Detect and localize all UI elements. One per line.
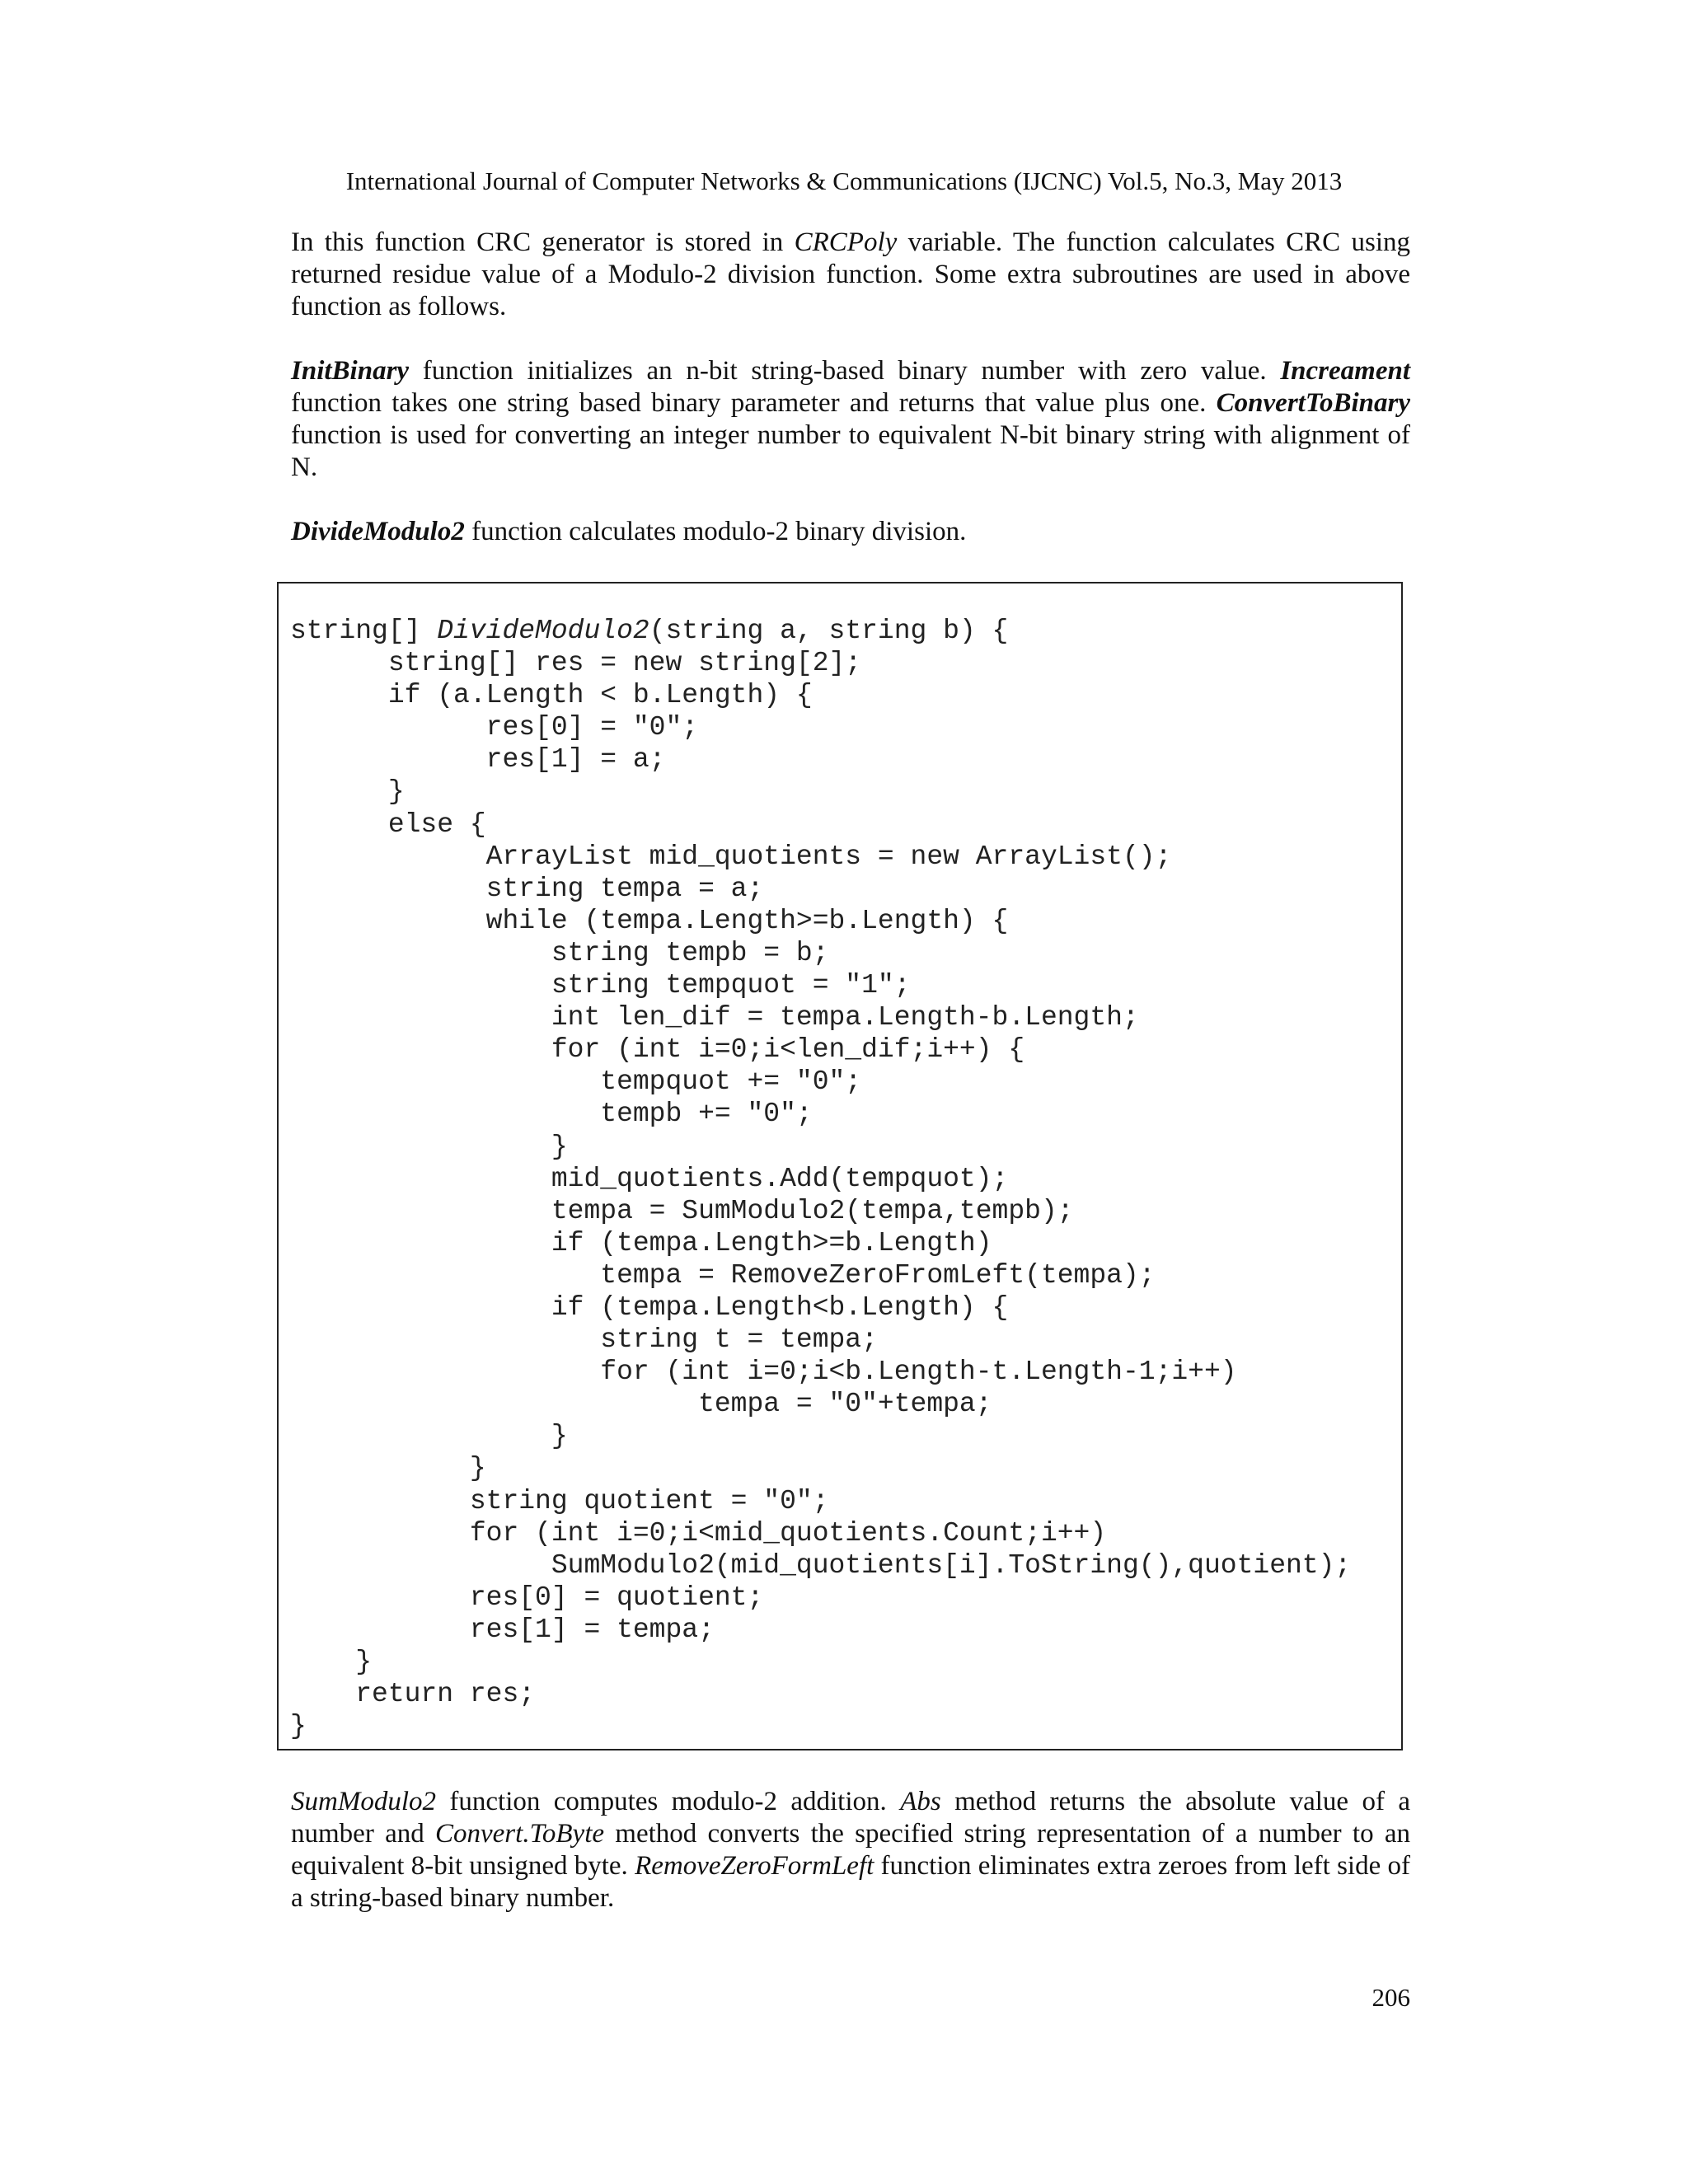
term-crcpoly: CRCPoly: [794, 227, 898, 257]
paragraph-crcpoly: [291, 227, 1410, 323]
text: In this function CRC generator is stored in: [291, 227, 795, 257]
code-sig-params: (string a, string b) {: [649, 616, 1009, 646]
term-summodulo2: SumModulo2: [291, 1787, 436, 1816]
code-sig-prefix: string[]: [290, 616, 438, 646]
text: function is used for converting an integer number to equivalent N-bit binary string with alignment of N.: [291, 420, 1410, 482]
term-dividemodulo2: DivideModulo2: [291, 517, 465, 546]
text: function initializes an n-bit string-based binary number with zero value.: [409, 356, 1281, 386]
code-listing-box: [277, 582, 1403, 1750]
text: function eliminates extra zeroes from left side of a string-based binary number.: [291, 1851, 1410, 1913]
code-body: string[] res = new string[2]; if (a.Length < b.Length) { res[0] = "0"; res[1] = a; } else { ArrayList mid_quotients = new ArrayList(); string tempa = a; while (tempa.Length>=b.Length) { string tempb = b; string tempquot = "1"; int len_dif = tempa.Length-b.Length; for (int i=0;i<len_dif;i++) { tempquot += "0"; tempb += "0"; } mid_quotients.Add(tempquot); tempa = SumModulo2(tempa,tempb); if (tempa.Length>=b.Length) tempa = RemoveZeroFromLeft(tempa); if (tempa.Length<b.Length) { string t = tempa; for (int i=0;i<b.Length-t.Length-1;i++) tempa = "0"+tempa; } } string quotient = "0"; for (int i=0;i<mid_quotients.Count;i++) SumModulo2(mid_quotients[i].ToString(),quotient); res[0] = quotient; res[1] = tempa; } return res; }: [290, 648, 1352, 1742]
term-initbinary: InitBinary: [291, 356, 410, 386]
text: method converts the specified string representation of a number to an equivalent 8-bit unsigned byte.: [291, 1819, 1411, 1881]
text: function calculates modulo-2 binary division.: [464, 517, 967, 546]
term-converttobyte: Convert.ToByte: [435, 1819, 605, 1849]
term-removezero: RemoveZeroFormLeft: [635, 1851, 874, 1881]
term-converttobinary: ConvertToBinary: [1216, 388, 1410, 418]
text: function computes modulo-2 addition.: [436, 1787, 901, 1816]
text: method returns the absolute value of a number and: [291, 1787, 1410, 1849]
paragraph-summodulo2: [291, 1786, 1410, 1915]
term-increament: Increament: [1280, 356, 1410, 386]
code-function-name: DivideModulo2: [437, 616, 649, 646]
text: function takes one string based binary parameter and returns that value plus one.: [291, 388, 1217, 418]
text: variable. The function calculates CRC using returned residue value of a Modulo-2 division function. Some extra subroutines are used in above function as follows.: [291, 227, 1411, 321]
term-abs: Abs: [900, 1787, 941, 1816]
running-header: International Journal of Computer Networks & Communications (IJCNC) Vol.5, No.3, May 2013: [345, 166, 1343, 195]
code-listing: [290, 615, 1351, 1742]
paragraph-subroutines: [291, 355, 1410, 484]
page-number: 206: [1372, 1983, 1410, 2012]
paragraph-dividemodulo2: [291, 516, 1410, 548]
